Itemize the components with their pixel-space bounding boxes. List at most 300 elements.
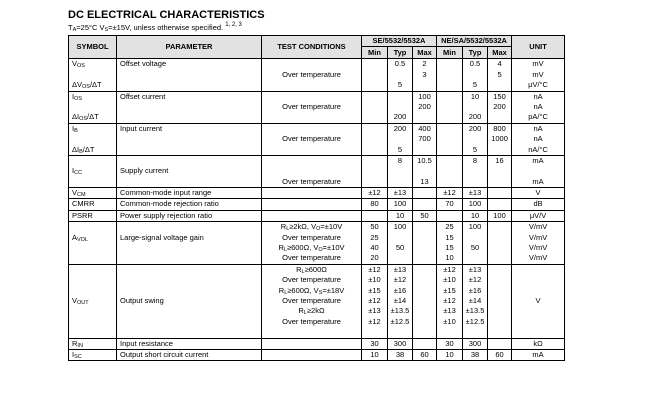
cell-ne-max xyxy=(488,155,512,187)
header-group-ne: NE/SA/5532/5532A xyxy=(437,36,512,47)
cell-parameter-line: Large-signal voltage gain xyxy=(120,232,204,242)
cell-unit xyxy=(512,155,565,187)
cell-symbol-line xyxy=(72,253,116,263)
cell-se-max-line xyxy=(413,243,436,253)
cell-ne-min-line: ±10 xyxy=(443,275,456,285)
cell-se-typ-line xyxy=(388,102,412,112)
cell-se-max-line: 13 xyxy=(420,176,429,186)
cell-se-max-line xyxy=(413,80,436,90)
cell-test-conditions xyxy=(262,264,362,338)
cell-se-min xyxy=(362,199,388,210)
cell-symbol-line xyxy=(72,306,116,316)
cell-test-conditions-line xyxy=(262,112,361,122)
cell-se-max xyxy=(413,188,437,199)
cell-test-conditions-line: Over temperature xyxy=(282,275,341,285)
cell-symbol xyxy=(69,349,117,360)
cell-se-typ-line xyxy=(388,92,412,102)
table-row xyxy=(69,91,565,123)
cell-symbol-line xyxy=(72,317,116,327)
cell-ne-min-line: ±15 xyxy=(443,285,456,295)
cell-ne-min-line: 10 xyxy=(445,253,454,263)
cell-test-conditions-line: Over temperature xyxy=(282,101,341,111)
header-group-se: SE/5532/5532A xyxy=(362,36,437,47)
cell-ne-typ-line xyxy=(463,70,487,80)
cell-ne-min-line: ±10 xyxy=(443,316,456,326)
cell-se-max-line: 60 xyxy=(420,349,429,359)
cell-se-min-line xyxy=(362,112,387,122)
cell-parameter-line: Supply current xyxy=(120,166,169,176)
cell-se-max xyxy=(413,91,437,123)
cell-unit-line: nA xyxy=(533,91,543,101)
cell-se-min-line xyxy=(362,145,387,155)
dc-characteristics-table xyxy=(68,35,565,361)
cell-ne-typ xyxy=(463,338,488,349)
cell-se-min-line xyxy=(362,177,387,187)
cell-unit-line: mV xyxy=(532,59,544,69)
cell-ne-max xyxy=(488,59,512,91)
cell-ne-max-line xyxy=(488,339,511,349)
cell-ne-max-line xyxy=(488,188,511,198)
cell-test-conditions-line: $R_L\ge 600\Omega$, $V_O=\pm 10V$ xyxy=(278,243,345,254)
cell-se-min-line: ±15 xyxy=(368,285,381,295)
cell-ne-min xyxy=(437,210,463,221)
cell-ne-max-line xyxy=(488,306,511,316)
cell-se-typ-line: 38 xyxy=(395,349,405,359)
header-typ: Typ xyxy=(388,47,413,59)
cell-ne-typ-line: 200 xyxy=(468,112,482,122)
cell-symbol xyxy=(69,155,117,187)
cell-se-min-line: 20 xyxy=(370,253,379,263)
cell-ne-min-line: 25 xyxy=(445,222,454,232)
cell-parameter-line: Output short circuit current xyxy=(120,349,209,359)
cell-ne-typ-line: 0.5 xyxy=(469,59,481,69)
cell-test-conditions-line xyxy=(262,350,361,360)
cell-ne-max xyxy=(488,199,512,210)
table-row xyxy=(69,349,565,360)
cell-se-typ-line xyxy=(388,233,412,243)
cell-symbol-line: PSRR xyxy=(72,210,93,220)
cell-ne-min xyxy=(437,155,463,187)
cell-se-min-line xyxy=(362,59,387,69)
cell-unit-line: nA/°C xyxy=(528,144,548,154)
cell-parameter-line: Common-mode rejection ratio xyxy=(120,199,219,209)
subtitle-notes: 1, 2, 3 xyxy=(225,22,242,28)
cell-unit-line: mV xyxy=(532,69,544,79)
cell-se-typ-line: 300 xyxy=(393,338,407,348)
cell-se-min-line xyxy=(362,70,387,80)
cell-ne-typ xyxy=(463,59,488,91)
cell-parameter xyxy=(117,222,262,265)
cell-se-typ-line: 100 xyxy=(393,222,407,232)
header-typ: Typ xyxy=(463,47,488,59)
cell-test-conditions xyxy=(262,222,362,265)
cell-se-typ xyxy=(388,349,413,360)
cell-ne-typ xyxy=(463,210,488,221)
cell-ne-min xyxy=(437,264,463,338)
cell-ne-min-line xyxy=(437,70,462,80)
cell-se-min-line: ±12 xyxy=(368,188,381,198)
cell-se-typ-line: ±13.5 xyxy=(390,306,410,316)
cell-symbol-line xyxy=(72,70,116,80)
cell-ne-min-line: ±12 xyxy=(443,296,456,305)
cell-ne-typ-line: 200 xyxy=(468,123,482,133)
cell-parameter xyxy=(117,349,262,360)
cell-ne-typ xyxy=(463,91,488,123)
cell-ne-max-line: 5 xyxy=(497,69,502,79)
cell-se-max-line: 3 xyxy=(422,69,427,79)
cell-ne-max-line xyxy=(488,243,511,253)
cell-test-conditions-line: Over temperature xyxy=(282,253,341,263)
cell-se-typ xyxy=(388,264,413,338)
cell-ne-min-line xyxy=(437,177,462,187)
cell-se-typ-line: 5 xyxy=(397,144,403,154)
cell-symbol-line xyxy=(72,222,116,232)
cell-se-max xyxy=(413,349,437,360)
cell-ne-max-line xyxy=(488,233,511,243)
cell-parameter xyxy=(117,210,262,221)
cell-ne-min-line xyxy=(437,80,462,90)
cell-test-conditions-line xyxy=(262,211,361,221)
cell-se-min-line: 50 xyxy=(370,222,379,232)
cell-ne-max-line xyxy=(488,145,511,155)
cell-se-max-line: 50 xyxy=(420,210,429,220)
cell-parameter xyxy=(117,264,262,338)
cell-se-min-line: 30 xyxy=(370,338,379,348)
cell-test-conditions-line: Over temperature xyxy=(282,232,341,242)
cell-se-min-line: ±12 xyxy=(368,316,381,326)
cell-unit xyxy=(512,264,565,338)
cell-parameter-line: Common-mode input range xyxy=(120,188,212,198)
cell-symbol-line xyxy=(72,102,116,112)
cell-se-max-line xyxy=(413,265,436,275)
cell-ne-max-line xyxy=(488,80,511,90)
cell-symbol-line: $R_{IN}$ xyxy=(72,338,83,349)
cell-se-typ-line: ±13 xyxy=(393,188,407,198)
cell-se-min-line xyxy=(362,156,387,166)
cell-ne-typ-line xyxy=(463,102,487,112)
cell-se-typ xyxy=(388,199,413,210)
header-unit: UNIT xyxy=(512,36,565,59)
cell-parameter-line xyxy=(120,275,261,285)
cell-parameter-line: Offset voltage xyxy=(120,59,167,69)
cell-se-max xyxy=(413,59,437,91)
cell-se-typ-line xyxy=(388,70,412,80)
cell-ne-typ-line xyxy=(463,177,487,187)
cell-symbol-line xyxy=(72,243,116,253)
cell-ne-min xyxy=(437,188,463,199)
header-max: Max xyxy=(413,47,437,59)
cell-se-min-line: ±12 xyxy=(368,264,381,274)
cell-test-conditions-line: Over temperature xyxy=(282,316,341,326)
cell-parameter xyxy=(117,199,262,210)
cell-ne-max-line xyxy=(488,199,511,209)
cell-se-typ-line: 200 xyxy=(393,123,407,133)
cell-se-min xyxy=(362,155,388,187)
cell-test-conditions xyxy=(262,91,362,123)
cell-se-max-line xyxy=(413,145,436,155)
cell-unit-line: V/mV xyxy=(528,232,548,242)
cell-ne-typ-line: 5 xyxy=(472,144,478,154)
cell-ne-max xyxy=(488,349,512,360)
cell-parameter xyxy=(117,123,262,155)
cell-se-min-line: 80 xyxy=(370,199,379,209)
cell-ne-min-line xyxy=(437,102,462,112)
cell-ne-max-line: 16 xyxy=(495,155,504,165)
cell-se-min-line: 40 xyxy=(370,243,379,253)
table-row xyxy=(69,123,565,155)
header-test-conditions: TEST CONDITIONS xyxy=(262,36,362,59)
cell-parameter-line: Input resistance xyxy=(120,338,173,348)
cell-ne-min xyxy=(437,222,463,265)
cell-se-min-line: ±12 xyxy=(368,296,381,305)
cell-ne-typ-line: 10 xyxy=(470,210,480,220)
cell-unit-line: kΩ xyxy=(533,338,543,348)
cell-se-max-line: 700 xyxy=(418,134,431,144)
cell-se-max-line xyxy=(413,317,436,327)
cell-symbol-line xyxy=(72,265,116,275)
cell-parameter-line xyxy=(120,265,261,275)
cell-ne-typ-line: ±13 xyxy=(468,264,482,274)
cell-se-min xyxy=(362,264,388,338)
table-row xyxy=(69,59,565,91)
table-row xyxy=(69,188,565,199)
cell-symbol-line: CMRR xyxy=(72,199,95,209)
cell-symbol xyxy=(69,264,117,338)
cell-parameter-line: Power supply rejection ratio xyxy=(120,210,213,220)
cell-ne-max-line xyxy=(488,166,511,176)
cell-unit xyxy=(512,222,565,265)
cell-unit xyxy=(512,210,565,221)
cell-symbol-line: $A_{VOL}$ xyxy=(72,232,89,243)
cell-parameter-line xyxy=(120,317,261,327)
cell-se-max xyxy=(413,199,437,210)
cell-unit xyxy=(512,59,565,91)
cell-test-conditions-line xyxy=(262,339,361,349)
cell-parameter-line xyxy=(120,306,261,316)
cell-unit xyxy=(512,123,565,155)
cell-se-max-line xyxy=(413,222,436,232)
cell-ne-max-line xyxy=(488,286,511,296)
cell-ne-typ-line: ±12 xyxy=(468,275,482,285)
cell-symbol-line xyxy=(72,134,116,144)
cell-se-max xyxy=(413,222,437,265)
cell-unit-line: mA xyxy=(532,155,544,165)
cell-test-conditions-line: $R_L\ge 600\Omega$, $V_S=\pm 18V$ xyxy=(278,285,345,296)
cell-ne-typ-line: 300 xyxy=(468,338,482,348)
cell-se-typ xyxy=(388,155,413,187)
cell-symbol xyxy=(69,188,117,199)
cell-ne-max xyxy=(488,338,512,349)
cell-se-max xyxy=(413,210,437,221)
header-symbol: SYMBOL xyxy=(69,36,117,59)
cell-se-min xyxy=(362,91,388,123)
cell-se-max-line: 10.5 xyxy=(417,155,432,165)
cell-se-typ xyxy=(388,123,413,155)
cell-ne-max xyxy=(488,188,512,199)
cell-ne-max-line xyxy=(488,317,511,327)
cell-unit-line: pA/°C xyxy=(528,112,548,122)
cell-symbol-line: $V_{CM}$ xyxy=(72,188,86,199)
cell-ne-min xyxy=(437,349,463,360)
cell-symbol xyxy=(69,123,117,155)
cell-se-min xyxy=(362,210,388,221)
cell-ne-typ-line xyxy=(463,253,487,263)
cell-unit-line xyxy=(512,286,564,296)
cell-test-conditions-line xyxy=(262,166,361,176)
cell-se-typ-line: ±16 xyxy=(393,285,407,295)
cell-symbol-line: $\Delta V_{OS}/\Delta T$ xyxy=(72,80,102,91)
cell-ne-min-line: ±12 xyxy=(443,264,456,274)
cell-unit-line: V/mV xyxy=(528,222,548,232)
cell-ne-max-line xyxy=(488,177,511,187)
cell-ne-typ-line: 38 xyxy=(470,349,480,359)
cell-ne-typ xyxy=(463,123,488,155)
cell-se-min-line xyxy=(362,134,387,144)
table-row xyxy=(69,155,565,187)
cell-parameter-line xyxy=(120,177,261,187)
cell-test-conditions-line: $R_L\ge 2k\Omega$ xyxy=(298,306,325,317)
cell-unit-line: nA xyxy=(533,134,543,144)
cell-se-typ-line: 100 xyxy=(393,199,407,209)
table-row xyxy=(69,264,565,338)
cell-se-max-line xyxy=(413,275,436,285)
cell-se-max-line xyxy=(413,112,436,122)
cell-unit-line: mA xyxy=(532,349,544,359)
cell-ne-typ-line: 10 xyxy=(470,91,480,101)
cell-ne-typ-line xyxy=(463,166,487,176)
cell-se-typ-line xyxy=(388,253,412,263)
cell-ne-max xyxy=(488,123,512,155)
cell-parameter xyxy=(117,338,262,349)
cell-se-typ xyxy=(388,210,413,221)
cell-unit xyxy=(512,349,565,360)
cell-parameter-line: Input current xyxy=(120,123,163,133)
cell-test-conditions-line: $R_L\ge 600\Omega$ xyxy=(296,264,327,275)
cell-ne-max-line: 800 xyxy=(493,123,506,133)
cell-ne-min-line xyxy=(437,145,462,155)
cell-symbol-line: $I_B$ xyxy=(72,123,78,134)
cell-se-max-line: 2 xyxy=(422,59,427,69)
cell-ne-min-line: 15 xyxy=(445,232,454,242)
cell-ne-typ-line xyxy=(463,134,487,144)
cell-parameter-line: Output swing xyxy=(120,296,164,305)
cell-test-conditions-line xyxy=(262,145,361,155)
cell-ne-max xyxy=(488,222,512,265)
cell-se-min xyxy=(362,188,388,199)
cell-test-conditions-line xyxy=(262,156,361,166)
cell-parameter-line xyxy=(120,253,261,263)
cell-se-typ-line: 50 xyxy=(395,243,405,253)
cell-se-typ xyxy=(388,338,413,349)
cell-ne-min-line xyxy=(437,211,462,221)
cell-ne-max-line: 100 xyxy=(493,210,506,220)
cell-symbol-line xyxy=(72,177,116,187)
cell-se-min-line xyxy=(362,92,387,102)
cell-se-min-line xyxy=(362,102,387,112)
cell-se-max-line xyxy=(413,253,436,263)
cell-test-conditions xyxy=(262,210,362,221)
cell-symbol-line: $V_{OS}$ xyxy=(72,59,85,70)
cell-ne-max-line xyxy=(488,296,511,306)
cell-unit-line xyxy=(512,275,564,285)
cell-se-typ-line xyxy=(388,177,412,187)
cell-unit-line: nA xyxy=(533,101,543,111)
cell-unit-line: V/mV xyxy=(528,243,548,253)
cell-ne-min-line: 70 xyxy=(445,199,454,209)
cell-se-typ-line: 0.5 xyxy=(394,59,406,69)
cell-se-max-line xyxy=(413,306,436,316)
cell-test-conditions-line: Over temperature xyxy=(282,176,341,186)
cell-ne-typ xyxy=(463,264,488,338)
cell-symbol-line: $I_{SC}$ xyxy=(72,349,82,360)
cell-test-conditions xyxy=(262,338,362,349)
cell-parameter-line: Offset current xyxy=(120,91,166,101)
cell-symbol xyxy=(69,338,117,349)
cell-se-typ-line xyxy=(388,166,412,176)
cell-test-conditions-line: Over temperature xyxy=(282,296,341,305)
cell-ne-max-line: 150 xyxy=(493,91,506,101)
cell-se-min-line xyxy=(362,124,387,134)
cell-ne-min-line xyxy=(437,59,462,69)
cell-test-conditions-line xyxy=(262,124,361,134)
cell-se-min-line xyxy=(362,80,387,90)
cell-symbol xyxy=(69,199,117,210)
cell-se-min-line: ±10 xyxy=(368,275,381,285)
cell-se-min xyxy=(362,123,388,155)
cell-ne-typ-line: ±16 xyxy=(468,285,482,295)
cell-ne-min-line xyxy=(437,166,462,176)
cell-ne-typ-line: 5 xyxy=(472,80,478,90)
cell-ne-max xyxy=(488,91,512,123)
cell-ne-typ-line: 50 xyxy=(470,243,480,253)
cell-symbol-line: $V_{OUT}$ xyxy=(72,296,89,306)
cell-symbol-line: $I_{OS}$ xyxy=(72,91,83,102)
cell-se-typ-line: 8 xyxy=(397,155,403,165)
cell-symbol-line xyxy=(72,275,116,285)
cell-ne-min-line xyxy=(437,156,462,166)
cell-se-max-line xyxy=(413,199,436,209)
cell-ne-typ-line: ±12.5 xyxy=(465,316,485,326)
subtitle xyxy=(68,22,242,32)
header-min: Min xyxy=(362,47,388,59)
cell-ne-typ-line: ±13.5 xyxy=(465,306,485,316)
cell-se-max-line xyxy=(413,286,436,296)
cell-unit-line: μV/V xyxy=(529,210,547,220)
cell-parameter-line xyxy=(120,222,261,232)
header-parameter: PARAMETER xyxy=(117,36,262,59)
cell-ne-typ xyxy=(463,349,488,360)
cell-parameter-line xyxy=(120,286,261,296)
cell-ne-min xyxy=(437,59,463,91)
header-max: Max xyxy=(488,47,512,59)
cell-unit xyxy=(512,199,565,210)
cell-se-max-line xyxy=(413,166,436,176)
cell-symbol-line xyxy=(72,327,116,337)
cell-se-min-line: ±13 xyxy=(368,306,381,316)
cell-unit-line: mA xyxy=(532,176,544,186)
cell-se-min xyxy=(362,349,388,360)
cell-test-conditions-line xyxy=(262,199,361,209)
cell-ne-min-line: 30 xyxy=(445,338,454,348)
cell-test-conditions xyxy=(262,59,362,91)
cell-ne-max-line xyxy=(488,112,511,122)
cell-se-min xyxy=(362,338,388,349)
cell-symbol-line: $\Delta I_B/\Delta T$ xyxy=(72,144,95,155)
cell-ne-max-line xyxy=(488,275,511,285)
cell-ne-max xyxy=(488,210,512,221)
cell-se-typ xyxy=(388,188,413,199)
cell-unit-line xyxy=(512,265,564,275)
